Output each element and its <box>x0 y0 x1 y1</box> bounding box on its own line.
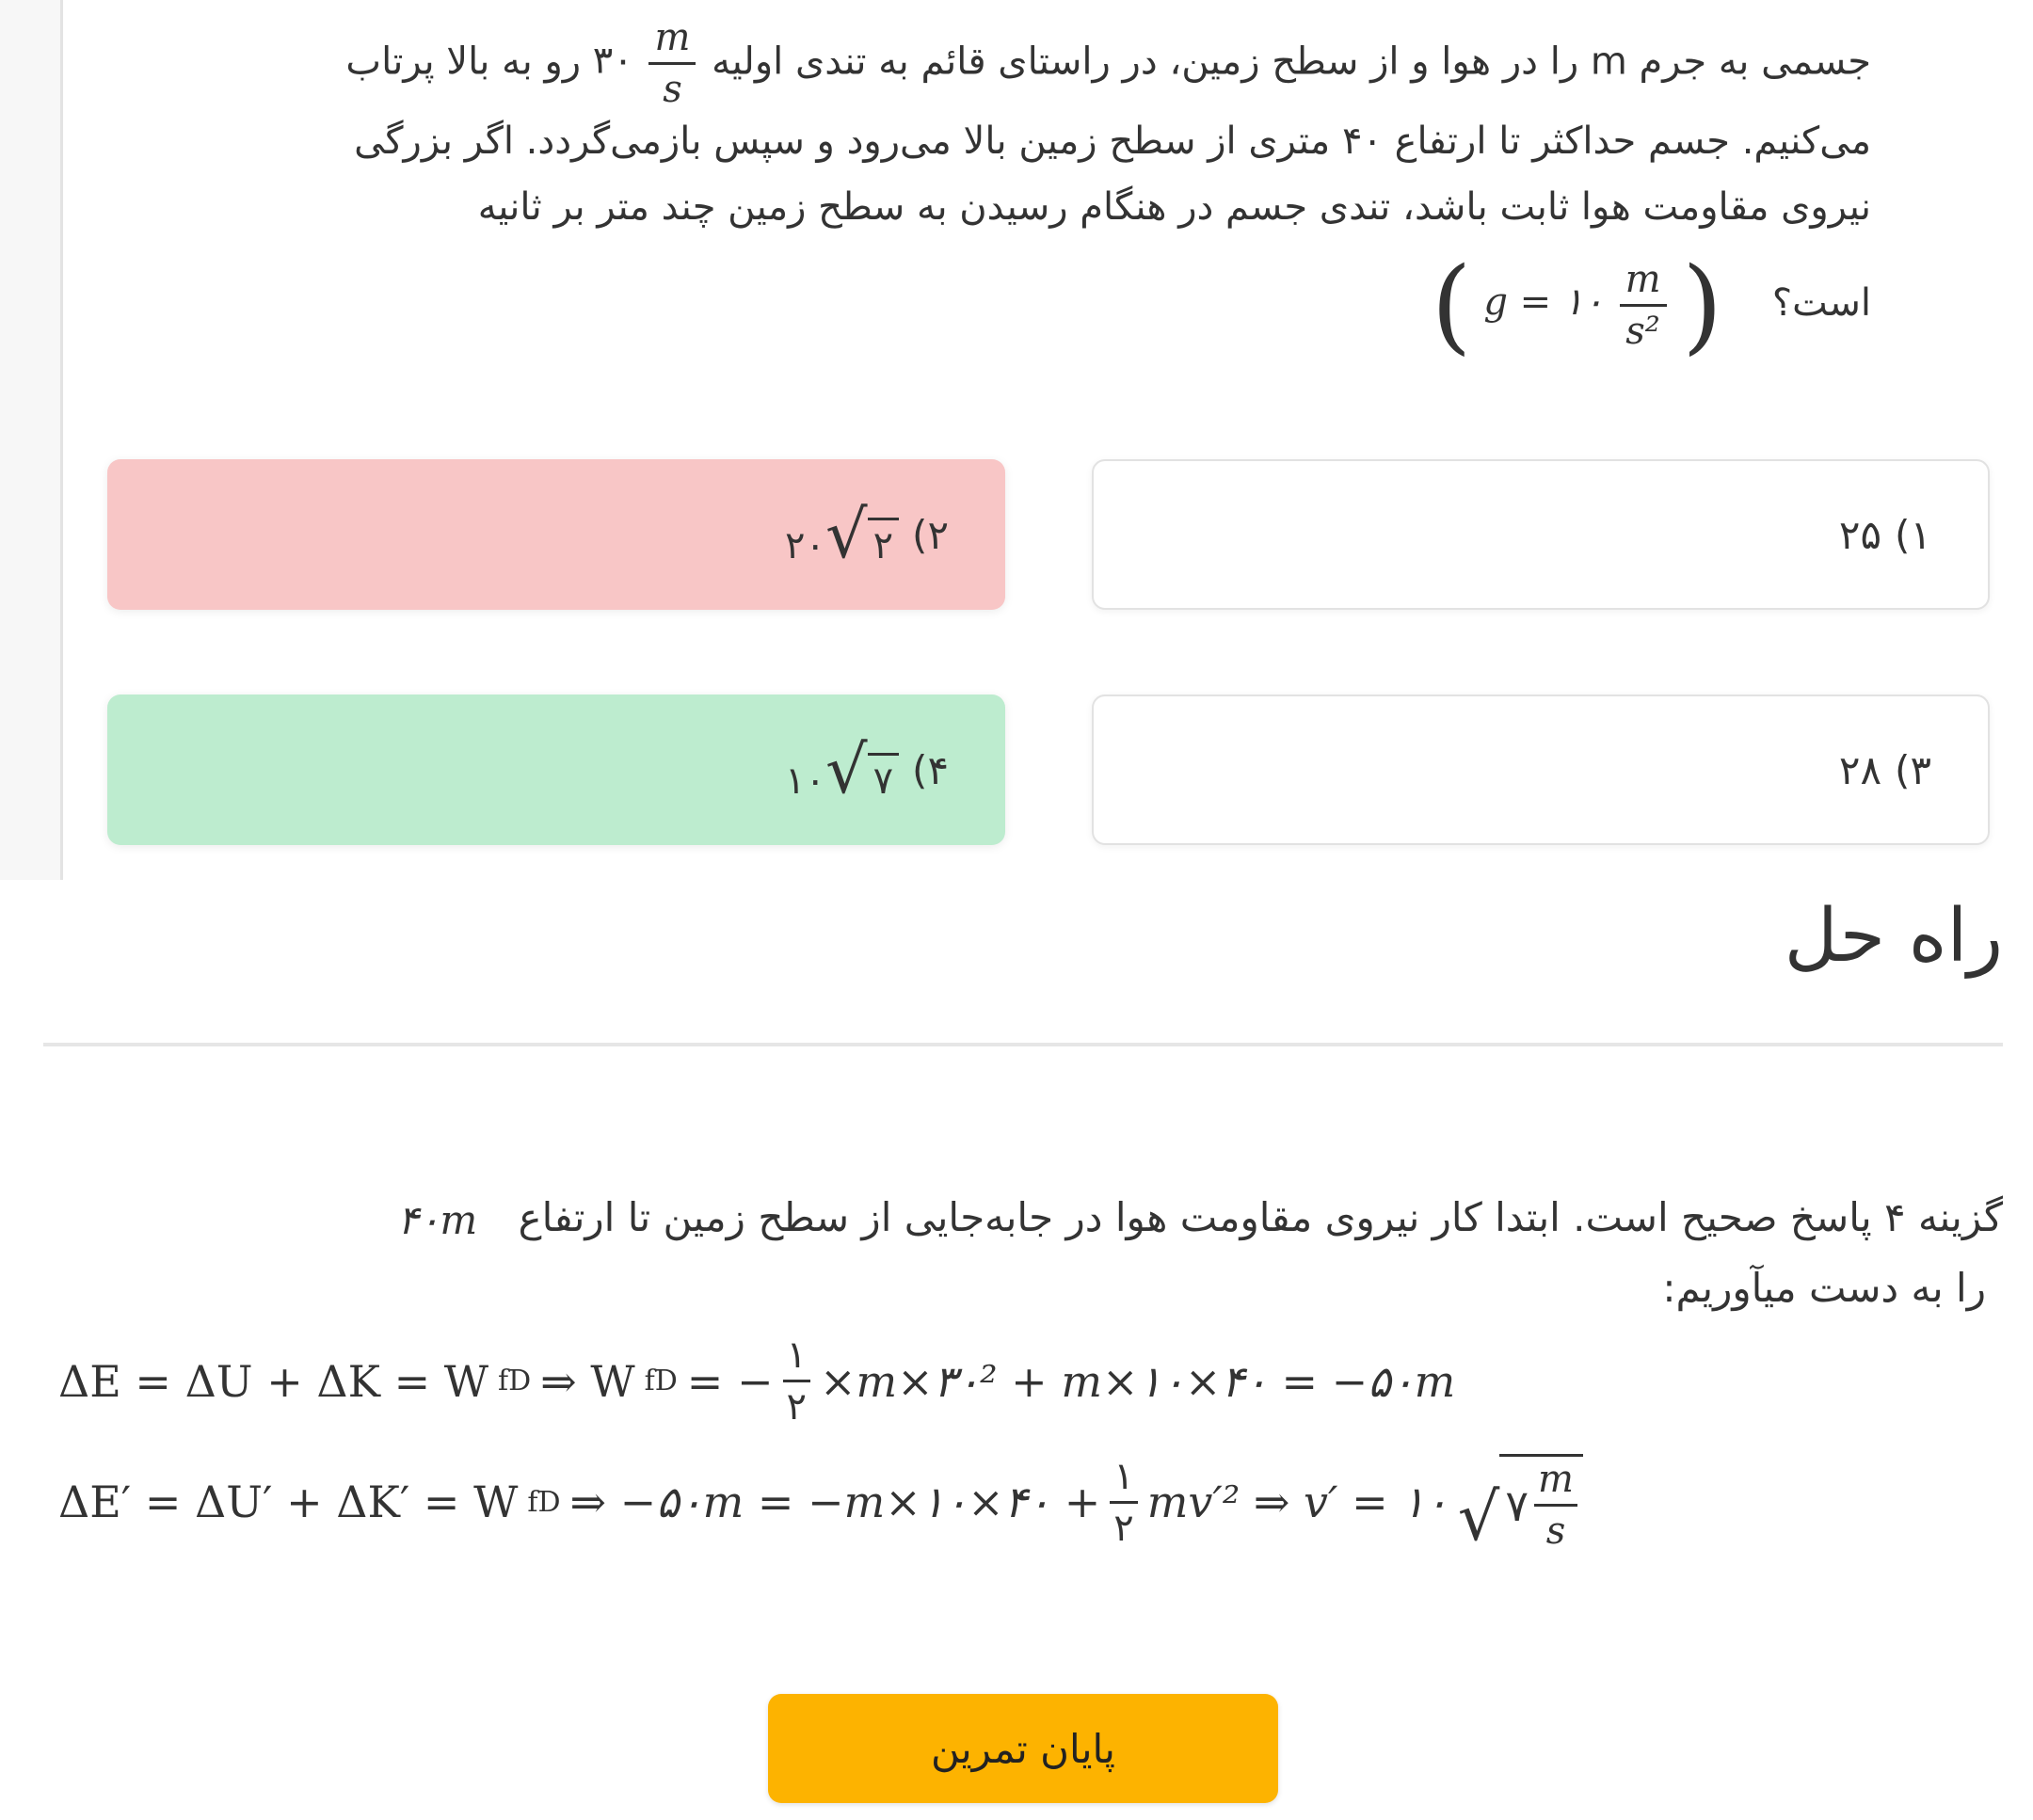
panel-left-shade <box>0 0 60 880</box>
option-1-value: ۲۵ <box>1838 511 1882 558</box>
sqrt-icon: √ <box>1457 1478 1500 1556</box>
panel-left-border <box>60 0 63 880</box>
option-3-label: ۳) <box>1895 746 1931 793</box>
eq1-mid: ⇒ W <box>540 1355 635 1407</box>
eq1-sub: fD <box>498 1365 532 1397</box>
eq2-frac-denominator: ۲ <box>1113 1506 1134 1550</box>
eq1-frac-denominator: ۲ <box>786 1385 807 1429</box>
question-line-1 <box>235 16 1871 111</box>
eq2-unit-denominator: s <box>1545 1509 1566 1553</box>
solution-explanation <box>233 1184 2003 1322</box>
solution-line-1 <box>233 1184 2003 1254</box>
question-line-1-end: رو به بالا پرتاب <box>345 40 582 84</box>
solution-divider <box>43 1043 2003 1046</box>
option-3[interactable] <box>1092 694 1990 845</box>
option-2-label: ۲) <box>912 511 949 558</box>
option-1-label: ۱) <box>1895 511 1931 558</box>
speed-unit-denominator: s <box>663 68 682 111</box>
eq2-radicand-group <box>1499 1454 1583 1553</box>
eq1-frac-numerator: ۱ <box>783 1336 810 1382</box>
gravity-expression <box>1431 245 1723 365</box>
question-line-2: می‌کنیم. جسم حداکثر تا ارتفاع ۴۰ متری از سطح زمین بالا می‌رود و سپس بازمی‌گردد. اگر بزرگی <box>354 120 1871 163</box>
option-1[interactable] <box>1092 459 1990 610</box>
eq2-mid: ⇒ −۵۰m = −m×۱۰×۴۰ + <box>569 1477 1101 1527</box>
eq2-unit-numerator: m <box>1534 1461 1577 1507</box>
equation-1 <box>58 1333 1456 1429</box>
option-2[interactable] <box>107 459 1005 610</box>
left-paren: ( <box>1431 245 1472 365</box>
height-value: ۴۰m <box>397 1196 478 1243</box>
option-4-label: ۴) <box>912 746 949 793</box>
eq2-mv: mv′² ⇒ v′ = ۱۰ <box>1146 1477 1449 1527</box>
gravity-unit-numerator: m <box>1620 261 1667 307</box>
eq1-left: ΔE = ΔU + ΔK = W <box>58 1355 489 1407</box>
eq2-half-fraction <box>1110 1454 1137 1550</box>
question-text <box>235 16 1871 365</box>
eq2-unit-fraction <box>1534 1458 1577 1553</box>
eq1-equals: = − <box>686 1355 774 1407</box>
sqrt-icon: √ <box>824 496 868 573</box>
eq1-half-fraction <box>783 1333 810 1429</box>
equation-2 <box>58 1454 1583 1556</box>
option-3-value: ۲۸ <box>1838 746 1882 793</box>
initial-speed-value: ۳۰ <box>592 39 633 83</box>
option-2-value <box>784 496 899 573</box>
eq1-sub-2: fD <box>644 1365 678 1397</box>
solution-line-2: را به دست میآوریم: <box>1662 1264 1986 1311</box>
gravity-unit-fraction <box>1620 257 1667 353</box>
gravity-value: g = ۱۰ <box>1483 280 1604 324</box>
question-line-3: نیروی مقاومت هوا ثابت باشد، تندی جسم در هنگام رسیدن به سطح زمین چند متر بر ثانیه <box>477 185 1871 229</box>
speed-unit-fraction <box>648 16 696 111</box>
option-4-value <box>784 731 899 808</box>
question-line-4-text: است؟ <box>1771 281 1871 325</box>
question-line-4 <box>235 245 1871 365</box>
eq2-radicand: ۷ <box>1505 1479 1529 1531</box>
gravity-unit-denominator: s² <box>1625 309 1660 353</box>
question-line-1-text: جسمی به جرم m را در هوا و از سطح زمین، در راستای قائم به تندی اولیه <box>712 40 1871 84</box>
option-2-radicand: ۲ <box>868 518 899 567</box>
option-2-coefficient: ۲۰ <box>784 524 825 567</box>
option-4-radicand: ۷ <box>868 753 899 803</box>
eq2-sub: fD <box>527 1485 561 1519</box>
solution-title: راه حل <box>1784 894 2003 979</box>
solution-line-1-text: گزینه ۴ پاسخ صحیح است. ابتدا کار نیروی مقاومت هوا در جابه‌جایی از سطح زمین تا ارتفاع <box>518 1194 2003 1240</box>
speed-unit-numerator: m <box>648 19 696 65</box>
question-panel <box>0 0 2033 880</box>
right-paren: ) <box>1682 245 1723 365</box>
eq2-left: ΔE′ = ΔU′ + ΔK′ = W <box>58 1477 519 1527</box>
initial-speed <box>592 16 700 111</box>
eq1-rest: ×m×۳۰² + m×۱۰×۴۰ = −۵۰m <box>819 1355 1456 1407</box>
finish-exercise-button[interactable]: پایان تمرین <box>768 1694 1278 1803</box>
option-4-coefficient: ۱۰ <box>784 759 825 803</box>
sqrt-icon: √ <box>824 731 868 808</box>
option-4[interactable] <box>107 694 1005 845</box>
eq2-frac-numerator: ۱ <box>1110 1458 1137 1504</box>
eq2-sqrt <box>1457 1454 1583 1556</box>
